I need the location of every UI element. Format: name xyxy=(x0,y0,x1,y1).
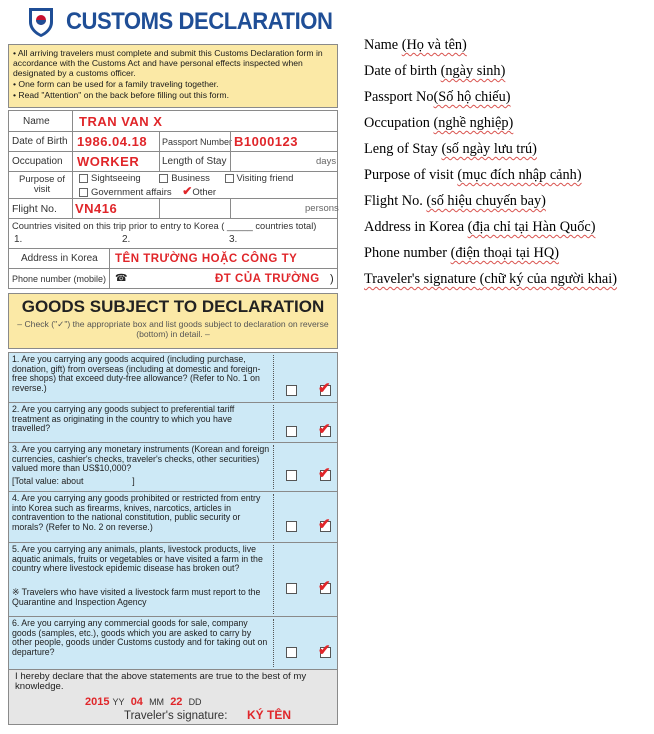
legend-en: Address in Korea xyxy=(364,219,468,235)
countries-row xyxy=(9,219,337,249)
purpose-options xyxy=(79,173,293,199)
question-4 xyxy=(9,492,337,543)
country-1[interactable]: 1. xyxy=(14,234,23,245)
stay-label: Length of Stay xyxy=(162,156,227,167)
passport-label: Passport Number xyxy=(162,136,233,147)
legend-vn: (Họ và tên) xyxy=(401,37,467,53)
legend-item xyxy=(364,86,617,112)
livestock-note: ※ Travelers who have visited a livestock farm must report to the Quarantine and Inspection Agency xyxy=(12,587,261,607)
purpose-row xyxy=(9,172,337,199)
question-text: 2. Are you carrying any goods subject to preferential tariff treatment as originating in the country to which you have travelled? xyxy=(12,404,235,434)
day-unit: DD xyxy=(188,697,202,707)
legend-en: Purpose of visit xyxy=(364,167,458,183)
legend-item xyxy=(364,190,617,216)
persons-label: persons xyxy=(305,203,339,214)
occupation-row xyxy=(9,152,337,172)
q3-yes-checkbox[interactable] xyxy=(286,470,297,481)
legend-item xyxy=(364,138,617,164)
q2-no-checkmark-icon: ✔ xyxy=(318,421,331,438)
flight-field[interactable]: VN416 xyxy=(75,201,118,216)
legend-item xyxy=(364,34,617,60)
question-text: 5. Are you carrying any animals, plants, livestock products, live aquatic animals, fruits or vegetables or have visited a farm in the country where livestock epidemic disease has broken out? xyxy=(12,544,263,574)
signature-label: Traveler's signature: xyxy=(124,710,228,722)
q4-yes-checkbox[interactable] xyxy=(286,521,297,532)
declaration-date xyxy=(85,696,202,708)
q5-no-checkmark-icon: ✔ xyxy=(318,578,331,595)
intro-line: • Read "Attention" on the back before filling out this form. xyxy=(13,90,229,100)
address-row xyxy=(9,249,337,269)
phone-field[interactable]: ĐT CỦA TRƯỜNG xyxy=(215,272,320,285)
legend-en: Occupation xyxy=(364,115,434,131)
year-field[interactable]: 2015 xyxy=(85,696,110,708)
legend-vn: (điện thoại tại HQ) xyxy=(450,245,559,261)
address-label: Address in Korea xyxy=(21,253,98,264)
flight-label: Flight No. xyxy=(12,202,57,215)
flight-row xyxy=(9,199,337,219)
occupation-label: Occupation xyxy=(12,156,63,167)
question-5 xyxy=(9,543,337,617)
goods-title: GOODS SUBJECT TO DECLARATION xyxy=(21,297,325,316)
legend-en: Name xyxy=(364,37,402,53)
q1-yes-checkbox[interactable] xyxy=(286,385,297,396)
total-value-field[interactable]: [Total value: about ] xyxy=(12,476,135,486)
form-title: CUSTOMS DECLARATION xyxy=(66,8,333,35)
legend-item xyxy=(364,60,617,86)
legend-vn: (mục đích nhập cảnh) xyxy=(457,167,582,183)
translation-legend xyxy=(364,34,617,294)
government-affairs-label: Government affairs xyxy=(91,187,172,198)
legend-vn: (số hiệu chuyến bay) xyxy=(426,193,546,209)
goods-subtitle: – Check ("✓") the appropriate box and list goods subject to declaration on reverse (bottom) in detail. – xyxy=(17,319,329,339)
month-unit: MM xyxy=(149,697,165,707)
other-checkmark-icon[interactable]: ✔ xyxy=(182,184,193,198)
q6-no-checkmark-icon: ✔ xyxy=(318,642,331,659)
legend-item xyxy=(364,268,617,294)
question-text: 4. Are you carrying any goods prohibited or restricted from entry into Korea such as firearms, knives, narcotics, articles in contravention to the national constitution, public security or morals? (Refer to No. 2 on reverse.) xyxy=(12,493,261,532)
visiting-friend-label: Visiting friend xyxy=(236,173,294,184)
legend-en: Traveler's signature xyxy=(364,271,480,287)
name-row xyxy=(9,111,337,132)
question-3 xyxy=(9,443,337,492)
sightseeing-label: Sightseeing xyxy=(91,173,141,184)
q3-no-checkmark-icon: ✔ xyxy=(318,465,331,482)
question-6 xyxy=(9,617,337,669)
legend-item xyxy=(364,242,617,268)
signature-field[interactable]: KÝ TÊN xyxy=(247,708,292,722)
personal-info-table xyxy=(8,110,338,289)
intro-line: • One form can be used for a family traveling together. xyxy=(13,79,219,89)
q4-no-checkmark-icon: ✔ xyxy=(318,516,331,533)
phone-label: Phone number (mobile) xyxy=(12,273,107,284)
country-3[interactable]: 3. xyxy=(229,234,238,245)
occupation-field[interactable]: WORKER xyxy=(77,154,140,169)
legend-en: Date of birth xyxy=(364,63,441,79)
sightseeing-checkbox[interactable] xyxy=(79,174,88,183)
legend-vn: (chữ ký của người khai) xyxy=(479,271,618,287)
countries-label: Countries visited on this trip prior to entry to Korea ( _____ countries total) xyxy=(12,221,317,231)
declaration-box xyxy=(8,669,338,725)
name-field[interactable]: TRAN VAN X xyxy=(79,113,163,129)
month-field[interactable]: 04 xyxy=(130,696,143,708)
legend-vn: (Số hộ chiếu) xyxy=(433,89,511,105)
purpose-label: Purpose of visit xyxy=(19,174,65,195)
stay-unit: days xyxy=(316,156,337,167)
intro-instructions xyxy=(8,44,338,108)
dob-passport-row xyxy=(9,132,337,152)
passport-field[interactable]: B1000123 xyxy=(234,134,298,149)
name-label: Name xyxy=(23,115,50,127)
question-text: 6. Are you carrying any commercial goods for sale, company goods (samples, etc.), goods which you are asked to carry by other people, goods under Customs custody and for taking out on departure? xyxy=(12,618,268,657)
phone-row xyxy=(9,269,337,288)
legend-item xyxy=(364,216,617,242)
visiting-friend-checkbox[interactable] xyxy=(225,174,234,183)
q2-yes-checkbox[interactable] xyxy=(286,426,297,437)
korea-customs-emblem-icon xyxy=(26,6,56,38)
business-checkbox[interactable] xyxy=(159,174,168,183)
other-label: Other xyxy=(192,187,217,198)
goods-header xyxy=(8,293,338,349)
day-field[interactable]: 22 xyxy=(170,696,183,708)
legend-item xyxy=(364,112,617,138)
legend-en: Flight No. xyxy=(364,193,427,209)
q5-yes-checkbox[interactable] xyxy=(286,583,297,594)
question-text: 3. Are you carrying any monetary instruments (Korean and foreign currencies, cashier's checks, traveler's checks, other securities) valued more than US$10,000? xyxy=(12,444,270,474)
phone-paren: ) xyxy=(330,272,334,285)
question-1 xyxy=(9,353,337,403)
phone-icon: ☎ xyxy=(115,273,128,284)
dob-field[interactable]: 1986.04.18 xyxy=(77,134,148,149)
address-field[interactable]: TÊN TRƯỜNG HOẶC CÔNG TY xyxy=(115,252,298,265)
intro-line: • All arriving travelers must complete and submit this Customs Declaration form in accordance with the Customs Act and have personal effects inspected when designated by a customs officer. xyxy=(13,48,323,78)
q6-yes-checkbox[interactable] xyxy=(286,647,297,658)
legend-vn: (ngày sinh) xyxy=(440,63,506,79)
dob-label: Date of Birth xyxy=(12,136,68,147)
legend-vn: (nghề nghiệp) xyxy=(433,115,514,131)
legend-en: Passport No xyxy=(364,89,434,105)
questions-table xyxy=(8,352,338,670)
legend-en: Phone number xyxy=(364,245,451,261)
year-unit: YY xyxy=(112,697,125,707)
legend-en: Leng of Stay xyxy=(364,141,442,157)
legend-vn: (địa chỉ tại Hàn Quốc) xyxy=(467,219,596,235)
question-text: 1. Are you carrying any goods acquired (including purchase, donation, gift) from overseas (including at domestic and foreign-free shops) that exceed duty-free allowance? (Refer to No. 1 on reverse.) xyxy=(12,354,261,393)
legend-vn: (số ngày lưu trú) xyxy=(441,141,537,157)
country-2[interactable]: 2. xyxy=(122,234,131,245)
form-header xyxy=(26,6,336,40)
business-label: Business xyxy=(171,173,210,184)
declaration-text: I hereby declare that the above statements are true to the best of my knowledge. xyxy=(15,671,307,692)
legend-item xyxy=(364,164,617,190)
q1-no-checkmark-icon: ✔ xyxy=(318,380,331,397)
government-affairs-checkbox[interactable] xyxy=(79,188,88,197)
question-2 xyxy=(9,403,337,443)
